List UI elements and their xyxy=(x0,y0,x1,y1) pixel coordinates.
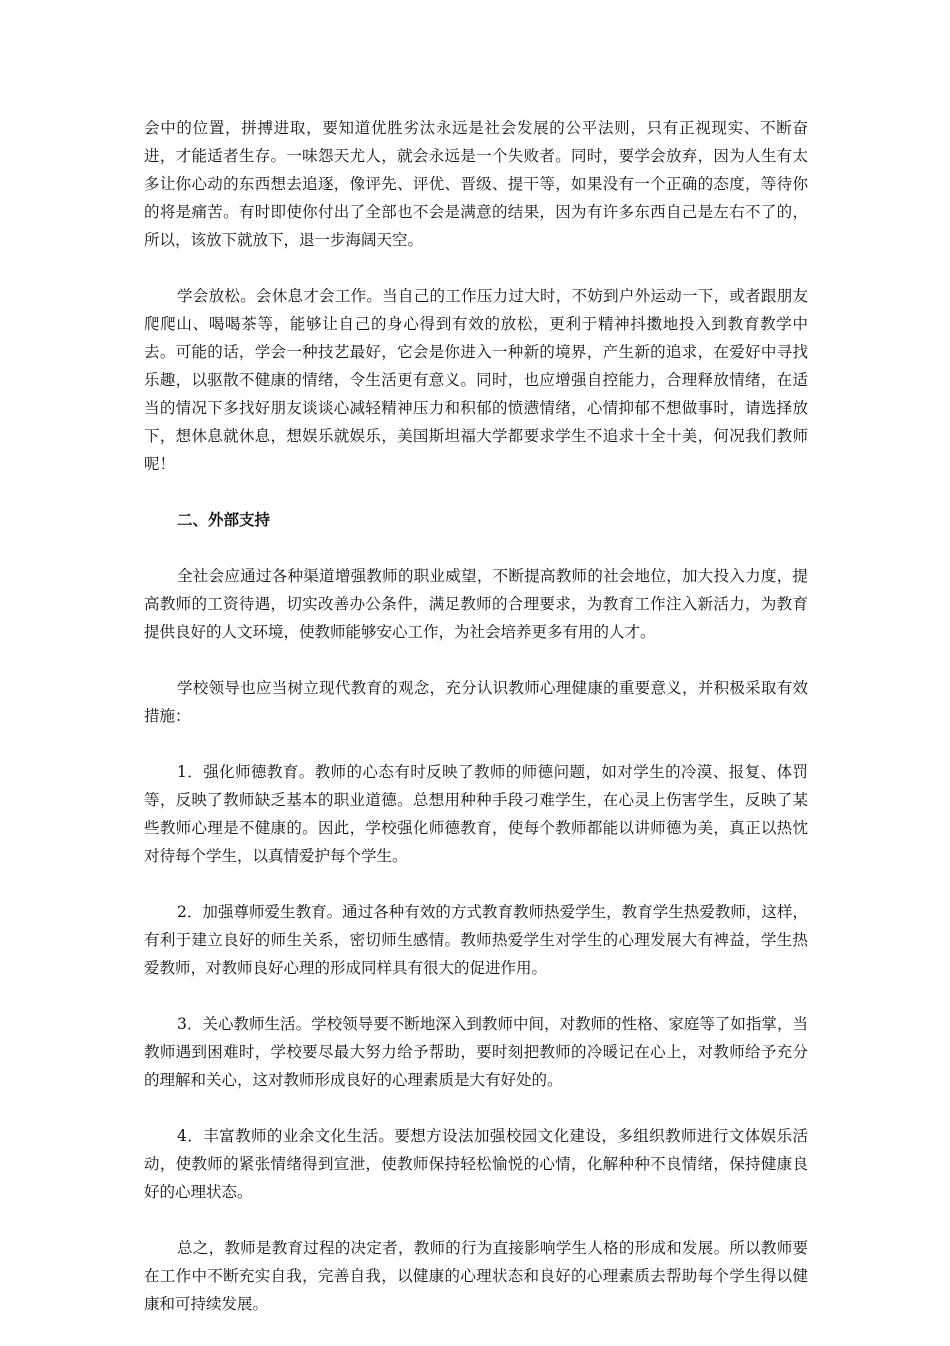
list-item-3: 3．关心教师生活。学校领导要不断地深入到教师中间，对教师的性格、家庭等了如指掌，当教师遇到困难时，学校要尽最大努力给予帮助，要时刻把教师的冷暖记在心上，对教师给予充分的理解和关心，这对教师形成良好的心理素质是大有好处的。 xyxy=(144,1015,808,1089)
list-item-2: 2．加强尊师爱生教育。通过各种有效的方式教育教师热爱学生，教育学生热爱教师，这样，有利于建立良好的师生关系，密切师生感情。教师热爱学生对学生的心理发展大有裨益，学生热爱教师，对教师良好心理的形成同样具有很大的促进作用。 xyxy=(144,903,808,977)
paragraph-society: 全社会应通过各种渠道增强教师的职业威望，不断提高教师的社会地位，加大投入力度，提高教师的工资待遇，切实改善办公条件，满足教师的合理要求，为教育工作注入新活力，为教育提供良好的人文环境，使教师能够安心工作，为社会培养更多有用的人才。 xyxy=(144,567,808,641)
paragraph-continued: 会中的位置，拼搏进取，要知道优胜劣汰永远是社会发展的公平法则，只有正视现实、不断奋进，才能适者生存。一味怨天尤人，就会永远是一个失败者。同时，要学会放弃，因为人生有太多让你心动的东西想去追逐，像评先、评优、晋级、提干等，如果没有一个正确的态度，等待你的将是痛苦。有时即使你付出了全部也不会是满意的结果，因为有许多东西自己是左右不了的，所以，该放下就放下，退一步海阔天空。 xyxy=(144,119,808,249)
list-item-4: 4．丰富教师的业余文化生活。要想方设法加强校园文化建设，多组织教师进行文体娱乐活动，使教师的紧张情绪得到宣泄，使教师保持轻松愉悦的心情，化解种种不良情绪，保持健康良好的心理状态。 xyxy=(144,1127,808,1201)
paragraph-conclusion: 总之，教师是教育过程的决定者，教师的行为直接影响学生人格的形成和发展。所以教师要在工作中不断充实自我，完善自我，以健康的心理状态和良好的心理素质去帮助每个学生得以健康和可持续发展。 xyxy=(144,1239,808,1313)
document-page xyxy=(144,114,808,1346)
paragraph-school-leaders: 学校领导也应当树立现代教育的观念，充分认识教师心理健康的重要意义，并积极采取有效措施： xyxy=(144,679,808,725)
list-item-1: 1．强化师德教育。教师的心态有时反映了教师的师德问题，如对学生的冷漠、报复、体罚等，反映了教师缺乏基本的职业道德。总想用种种手段刁难学生，在心灵上伤害学生，反映了某些教师心理是不健康的。因此，学校强化师德教育，使每个教师都能以讲师德为美，真正以热忱对待每个学生，以真情爱护每个学生。 xyxy=(144,763,808,865)
section-heading-external-support: 二、外部支持 xyxy=(177,510,271,529)
paragraph-relax: 学会放松。会休息才会工作。当自己的工作压力过大时，不妨到户外运动一下，或者跟朋友爬爬山、喝喝茶等，能够让自己的身心得到有效的放松，更利于精神抖擞地投入到教育教学中去。可能的话，学会一种技艺最好，它会是你进入一种新的境界，产生新的追求，在爱好中寻找乐趣，以驱散不健康的情绪，令生活更有意义。同时，也应增强自控能力，合理释放情绪，在适当的情况下多找好朋友谈谈心减轻精神压力和积郁的愤懑情绪，心情抑郁不想做事时，请选择放下，想休息就休息，想娱乐就娱乐，美国斯坦福大学都要求学生不追求十全十美，何况我们教师呢！ xyxy=(144,287,808,473)
